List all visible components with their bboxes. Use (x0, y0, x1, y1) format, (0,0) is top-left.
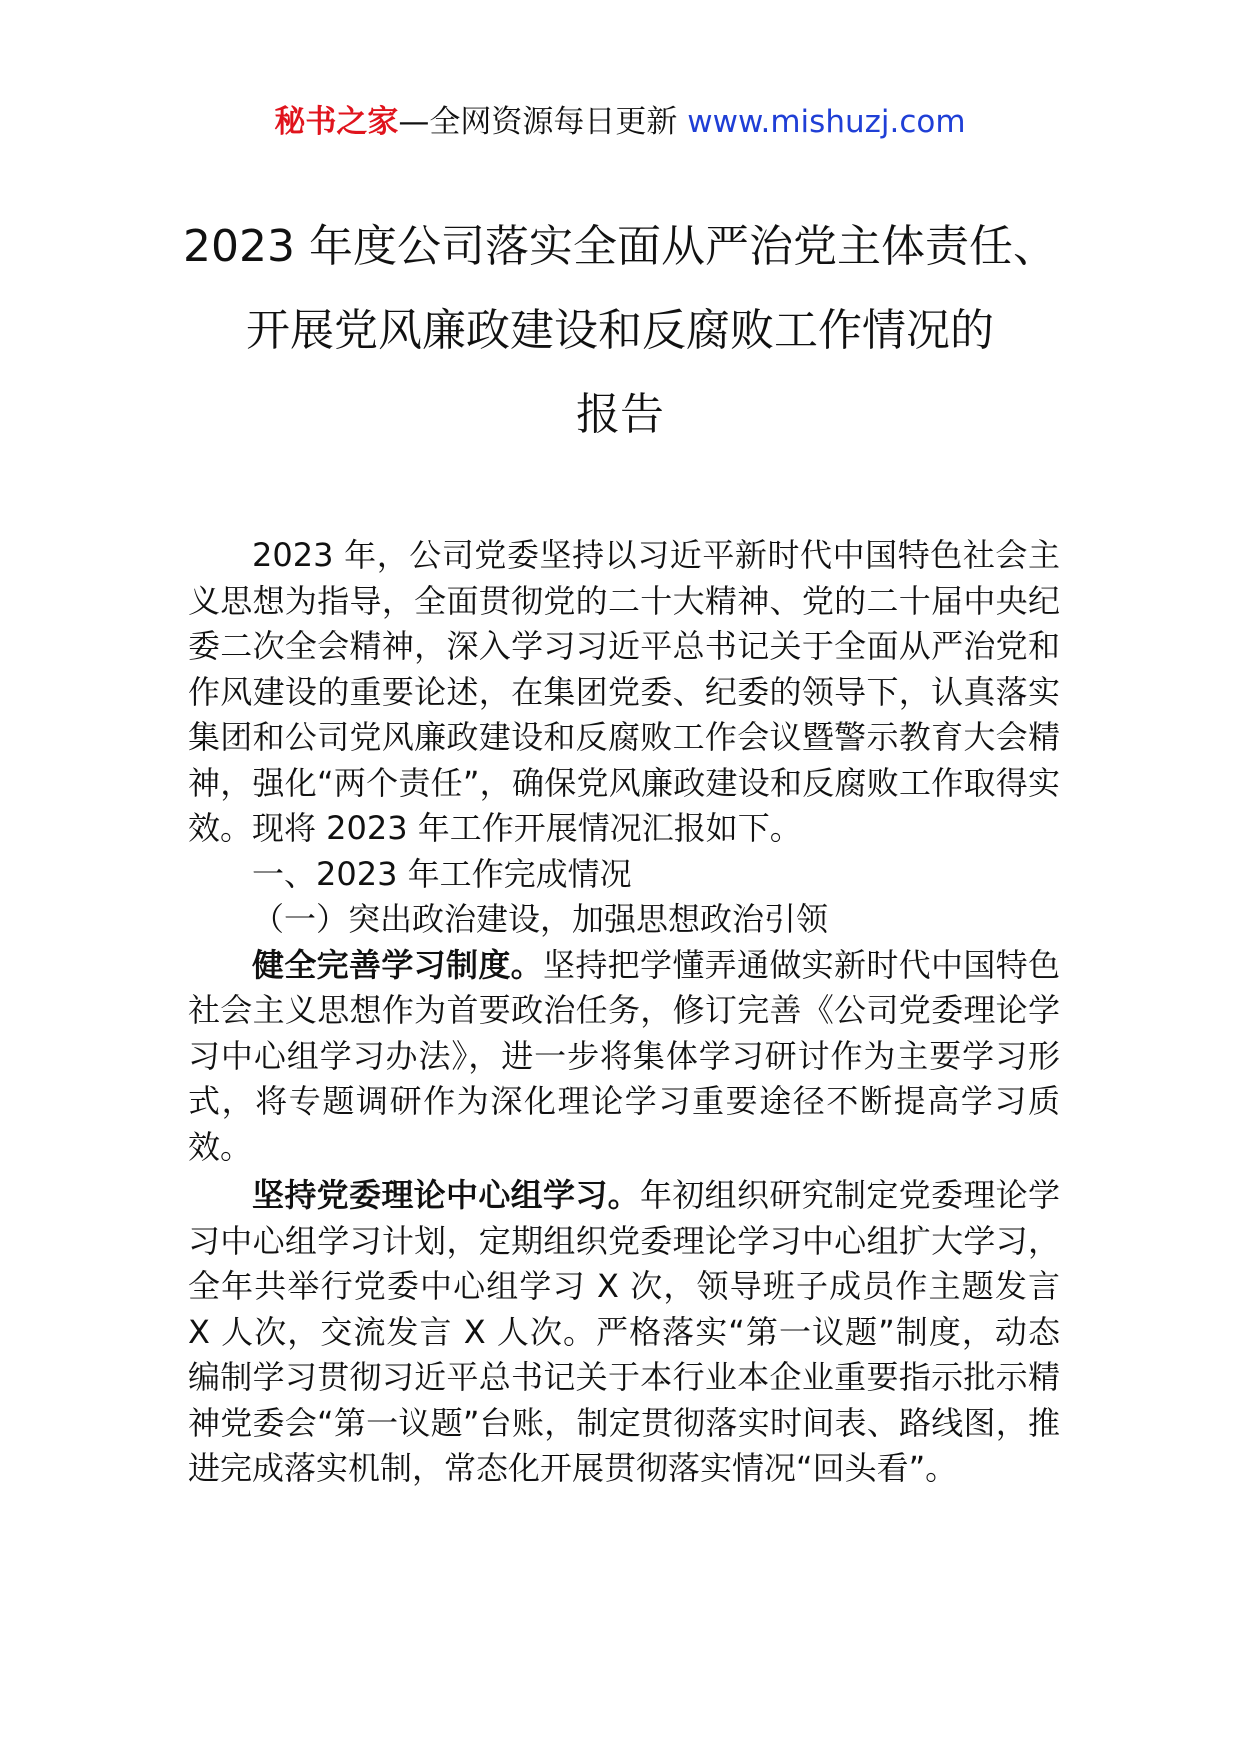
paragraph-lead: 坚持党委理论中心组学习。 (252, 1176, 640, 1214)
section-heading: 一、2023 年工作完成情况 (252, 854, 632, 893)
title-line-1: 2023 年度公司落实全面从严治党主体责任、 (183, 221, 1057, 272)
header-url-link[interactable]: www.mishuzj.com (687, 104, 966, 140)
header-tagline: —全网资源每日更新 (398, 104, 678, 140)
paragraph-text: 年初组织研究制定党委理论学习中心组学习计划，定期组织党委理论学习中心组扩大学习，全年共举行党委中心组学习 X 次，领导班子成员作主题发言 X 人次，交流发言 X 人次。严格落实“第一议题”制度，动态编制学习贯彻习近平总书记关于本行业本企业重要指示批示精神党委会“第一议题”台账，制定贯彻落实时间表、路线图，推进完成落实机制，常态化开展贯彻落实情况“回头看”。 (188, 1176, 1060, 1487)
paragraph-text: 坚持把学懂弄通做实新时代中国特色社会主义思想作为首要政治任务，修订完善《公司党委理论学习中心组学习办法》，进一步将集体学习研讨作为主要学习形式，将专题调研作为深化理论学习重要途径不断提高学习质效。 (188, 945, 1060, 1166)
header-brand: 秘书之家 (274, 104, 399, 140)
site-header (0, 102, 1240, 142)
document-body (188, 533, 1060, 1492)
title-line-2: 开展党风廉政建设和反腐败工作情况的 (246, 305, 994, 356)
document-title (150, 205, 1090, 457)
subsection-heading: （一）突出政治建设，加强思想政治引领 (252, 900, 829, 938)
paragraph-lead: 健全完善学习制度。 (252, 945, 543, 984)
paragraph-study-system (188, 943, 1060, 1171)
intro-paragraph: 2023 年，公司党委坚持以习近平新时代中国特色社会主义思想为指导，全面贯彻党的二十大精神、党的二十届中央纪委二次全会精神，深入学习习近平总书记关于全面从严治党和作风建设的重要论述，在集团党委、纪委的领导下，认真落实集团和公司党风廉政建设和反腐败工作会议暨警示教育大会精神，强化“两个责任”，确保党风廉政建设和反腐败工作取得实效。现将 2023 年工作开展情况汇报如下。 (188, 536, 1060, 847)
title-line-3: 报告 (576, 389, 664, 440)
paragraph-central-group-study (188, 1173, 1060, 1492)
